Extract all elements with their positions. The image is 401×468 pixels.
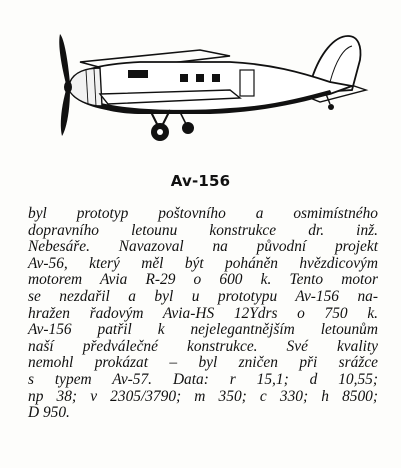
text-line: se nezdařil a byl u prototypu Av-156 na-: [28, 287, 378, 305]
cabin-window: [180, 74, 188, 82]
cabin-window: [196, 74, 204, 82]
text-line: nemohl prokázat – byl zničen při srážce: [28, 354, 378, 372]
body-paragraph: [28, 206, 378, 422]
text-line: motorem Avia R-29 o 600 k. Tento motor: [28, 271, 378, 289]
text-line: Nebesáře. Navazoval na původní projekt: [28, 238, 378, 256]
cockpit-window: [128, 70, 148, 78]
text-line: np 38; v 2305/3790; m 350; c 330; h 8500;: [28, 387, 378, 405]
monoplane-aircraft-drawing: [30, 20, 380, 150]
text-line: s typem Av-57. Data: r 15,1; d 10,55;: [28, 370, 378, 388]
cabin-window: [212, 74, 220, 82]
text-line: Av-56, který měl být poháněn hvězdicovým: [28, 254, 378, 272]
text-line: naší předválečné konstrukce. Své kvality: [28, 337, 378, 355]
text-line: dopravního letounu konstrukce dr. inž.: [28, 221, 378, 239]
text-line: byl prototyp poštovního a osmimístného: [28, 205, 378, 222]
text-line: D 950.: [28, 404, 70, 422]
figure-caption: Av-156: [170, 172, 231, 190]
text-line: hražen řadovým Avia-HS 12Ydrs o 750 k.: [28, 304, 378, 322]
propeller: [59, 34, 72, 136]
text-line: Av-156 patřil k nejelegantnějším letounům: [28, 321, 378, 339]
